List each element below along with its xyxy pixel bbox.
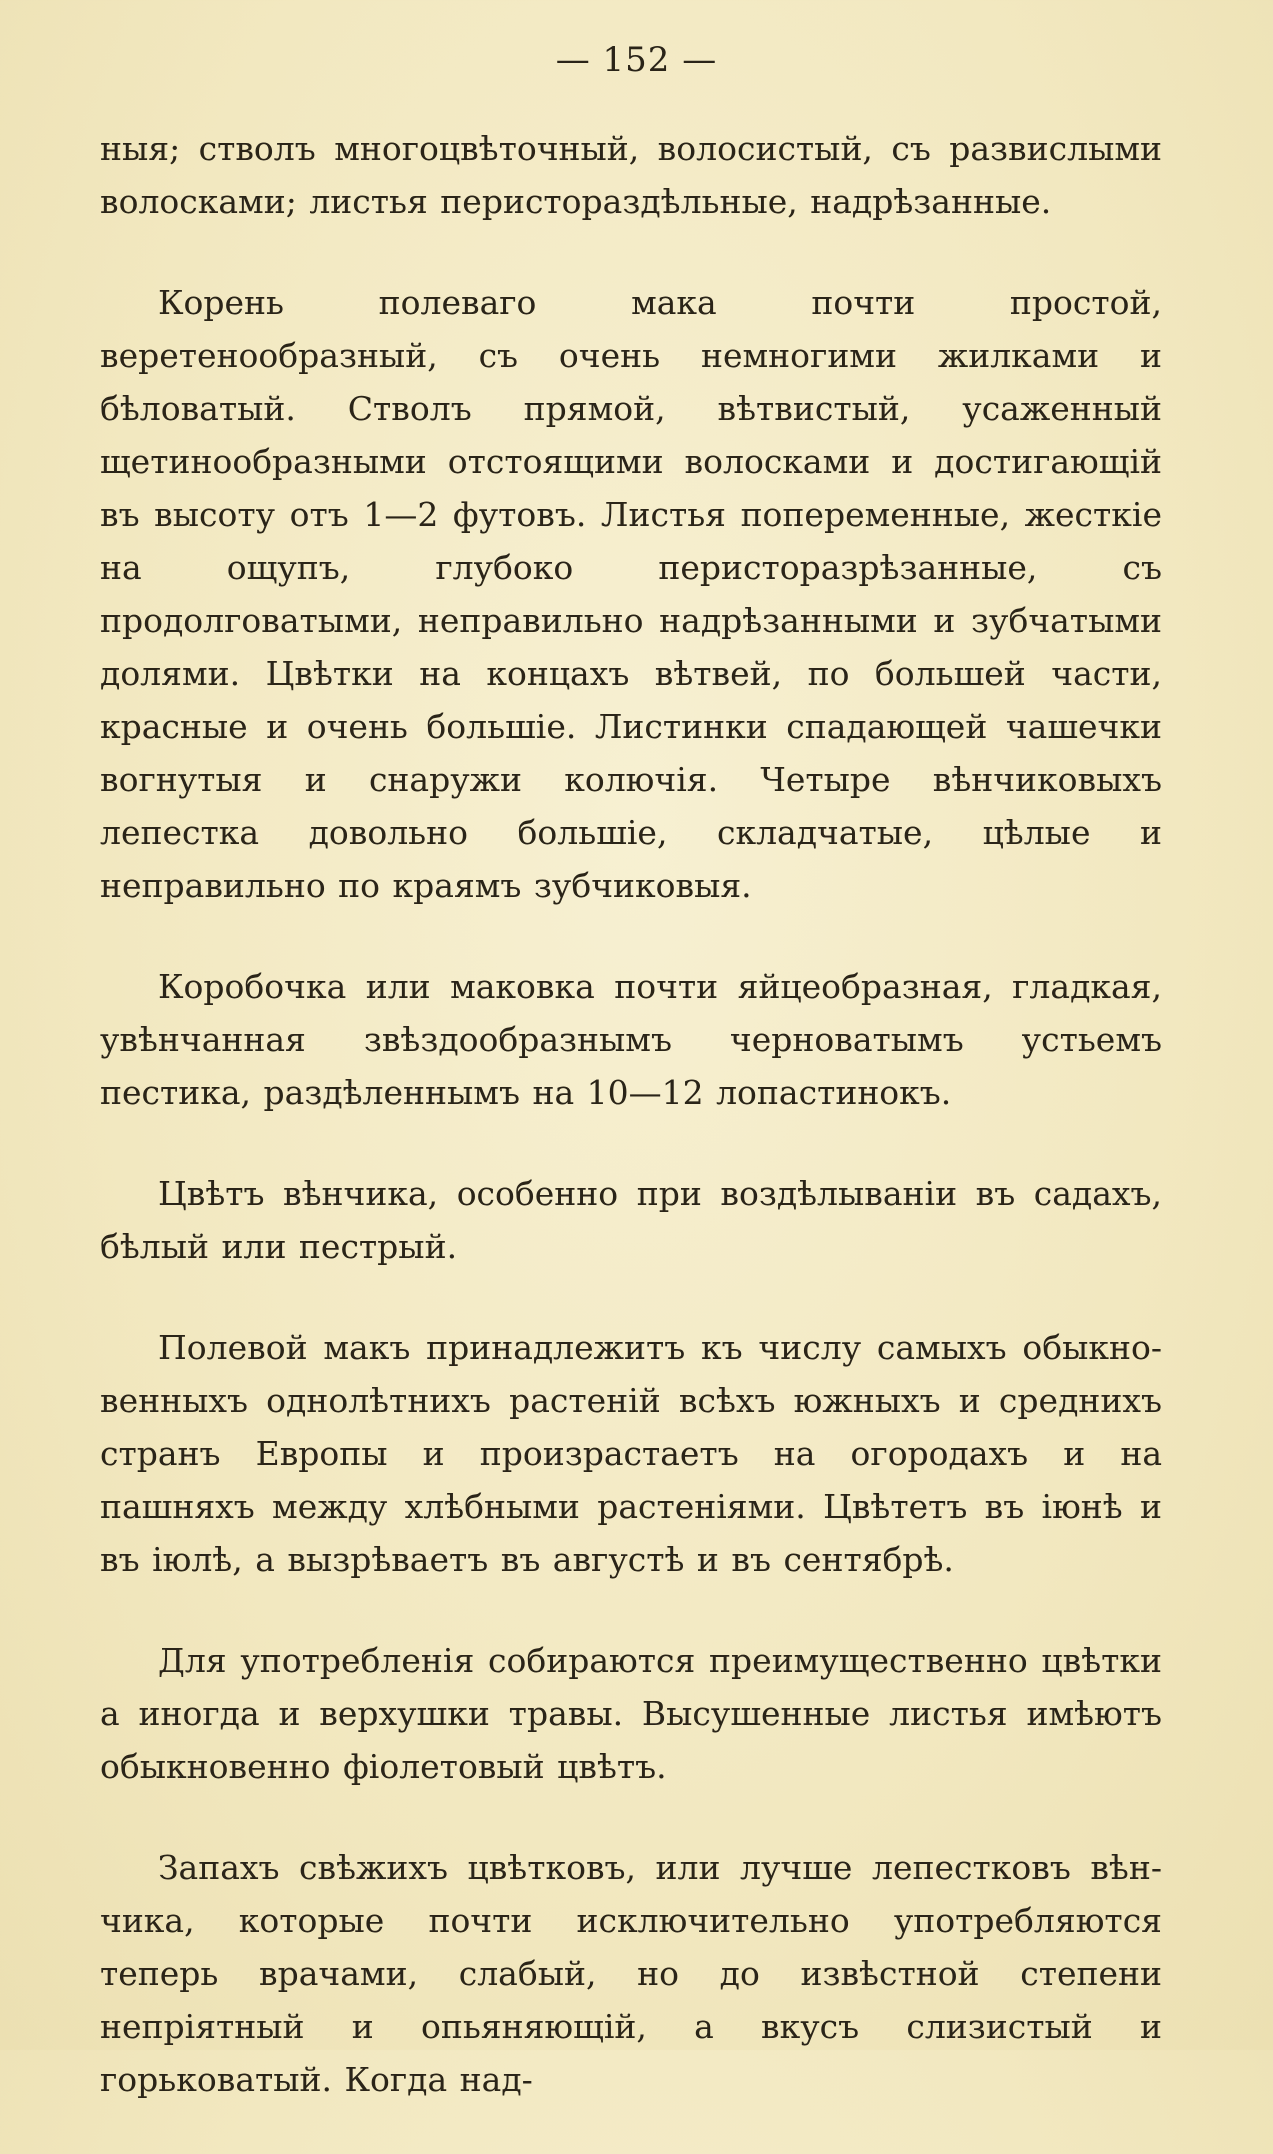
paragraph-continuation: ныя; стволъ многоцвѣточный, волосистый, съ развислыми волосками; листья перистораздѣльные, надрѣзанные. — [100, 129, 1162, 221]
paragraph-corolla-color: Цвѣтъ вѣнчика, особенно при воздѣлываніи въ садахъ, бѣлый или пестрый. — [100, 1174, 1162, 1266]
page-text — [100, 122, 1162, 2154]
paragraph-capsule: Коробочка или маковка почти яйцеобразная, гладкая, увѣнчанная звѣздообразнымъ черноватымъ устьемъ пестика, раздѣленнымъ на 10—12 лопастинокъ. — [100, 967, 1162, 1112]
paragraph-usage: Для употребленія собираются преимущественно цвѣтки а иногда и верхушки травы. Высушенные листья имѣютъ обыкновенно фіолетовый цвѣтъ. — [100, 1641, 1162, 1786]
paragraph-habitat: Полевой макъ принадлежитъ къ числу самыхъ обыкновенныхъ однолѣтнихъ растеній всѣхъ южныхъ и среднихъ странъ Европы и произрастаетъ на огородахъ и на пашняхъ между хлѣбными растеніями. Цвѣтетъ въ іюнѣ и въ іюлѣ, а вызрѣваетъ въ августѣ и въ сентябрѣ. — [100, 1328, 1162, 1579]
paragraph-root-stem-description: Корень полеваго мака почти простой, веретенообразный, съ очень немногими жилками и бѣловатый. Стволъ прямой, вѣтвистый, усаженный щетинообразными отстоящими волосками и достигающій въ высоту отъ 1—2 футовъ. Листья попеременные, жесткіе на ощупъ, глубоко перисторазрѣзанные, съ продолговатыми, неправильно надрѣзанными и зубчатыми долями. Цвѣтки на концахъ вѣтвей, по большей части, красные и очень большіе. Листинки спадающей чашечки вогнутыя и снаружи колючія. Четыре вѣнчиковыхъ лепестка довольно большіе, складчатые, цѣлые и неправильно по краямъ зубчиковыя. — [100, 283, 1162, 905]
page-number: — 152 — — [555, 40, 718, 80]
paragraph-smell-taste: Запахъ свѣжихъ цвѣтковъ, или лучше лепестковъ вѣнчика, которые почти исключительно употребляются теперь врачами, слабый, но до извѣстной степени непріятный и опьяняющій, а вкусъ слизистый и горьковатый. Когда над- — [100, 1848, 1162, 2099]
